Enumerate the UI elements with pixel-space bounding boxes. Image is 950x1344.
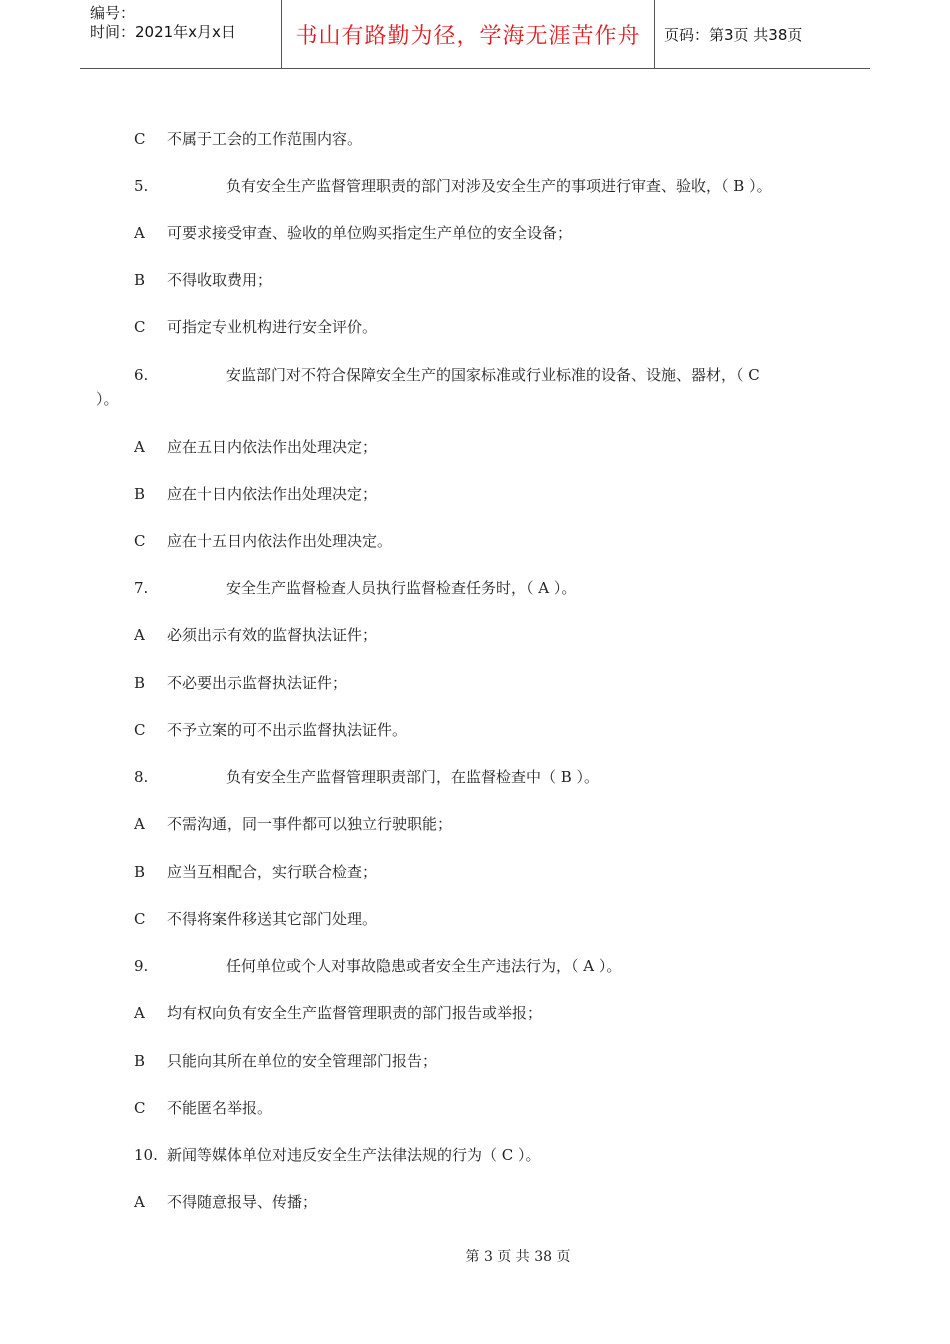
option-text: 可要求接受审查、验收的单位购买指定生产单位的安全设备； — [167, 224, 573, 242]
option-text: 不能匿名举报。 — [167, 1099, 273, 1117]
option-label: C — [134, 721, 146, 739]
option-label: B — [134, 1052, 146, 1070]
list-item — [134, 269, 272, 291]
option-text: 应在十日内依法作出处理决定； — [167, 485, 378, 503]
header-motto: 书山有路勤为径，学海无涯苦作舟 — [295, 23, 641, 49]
option-label: C — [134, 910, 146, 928]
question-item — [134, 766, 599, 788]
question-text: ）。 — [96, 390, 119, 408]
option-text: 必须出示有效的监督执法证件； — [167, 626, 378, 644]
option-text: 不得随意报导、传播； — [167, 1193, 318, 1211]
option-text: 均有权向负有安全生产监督管理职责的部门报告或举报； — [167, 1004, 543, 1022]
option-text: 不得将案件移送其它部门处理。 — [167, 910, 378, 928]
question-number: 8. — [134, 768, 149, 786]
list-item — [134, 222, 572, 244]
document-date-label: 时间：2021年x月x日 — [90, 23, 236, 41]
question-item — [134, 955, 621, 977]
list-item — [134, 1097, 272, 1119]
option-label: B — [134, 863, 146, 881]
option-text: 不予立案的可不出示监督执法证件。 — [167, 721, 408, 739]
option-label: B — [134, 485, 146, 503]
option-label: A — [134, 815, 145, 833]
option-label: A — [134, 1004, 145, 1022]
option-label: C — [134, 1099, 146, 1117]
question-text: 负有安全生产监督管理职责的部门对涉及安全生产的事项进行审查、验收，（ B ）。 — [226, 177, 772, 195]
list-item — [134, 624, 377, 646]
question-text: 安监部门对不符合保障安全生产的国家标准或行业标准的设备、设施、器材，（ C — [226, 366, 760, 384]
header-divider — [654, 0, 655, 68]
option-label: C — [134, 130, 146, 148]
list-item — [134, 719, 407, 741]
option-text: 不必要出示监督执法证件； — [167, 674, 348, 692]
option-label: B — [134, 271, 146, 289]
header-page-info: 页码：第3页 共38页 — [664, 25, 803, 44]
option-label: A — [134, 626, 145, 644]
option-text: 不得收取费用； — [167, 271, 273, 289]
question-item — [134, 577, 576, 599]
page-footer: 第 3 页 共 38 页 — [465, 1249, 571, 1265]
list-item — [134, 436, 377, 458]
question-number: 10. — [134, 1146, 158, 1164]
option-text: 不需沟通，同一事件都可以独立行驶职能； — [167, 815, 453, 833]
list-item — [134, 908, 377, 930]
option-text: 应在五日内依法作出处理决定； — [167, 438, 378, 456]
list-item — [134, 483, 377, 505]
list-item — [134, 128, 362, 150]
question-text: 新闻等媒体单位对违反安全生产法律法规的行为（ C ）。 — [167, 1146, 541, 1164]
question-number: 9. — [134, 957, 149, 975]
option-label: C — [134, 318, 146, 336]
option-label: A — [134, 224, 145, 242]
question-continuation — [96, 388, 119, 410]
header-meta — [90, 4, 280, 42]
list-item — [134, 1191, 317, 1213]
list-item — [134, 813, 452, 835]
question-item — [134, 364, 760, 386]
list-item — [134, 316, 377, 338]
question-text: 负有安全生产监督管理职责部门，在监督检查中（ B ）。 — [226, 768, 600, 786]
option-text: 只能向其所在单位的安全管理部门报告； — [167, 1052, 438, 1070]
question-number: 7. — [134, 579, 149, 597]
document-number-label: 编号： — [90, 4, 136, 22]
page-header — [80, 0, 870, 69]
question-text: 任何单位或个人对事故隐患或者安全生产违法行为，（ A ）。 — [226, 957, 622, 975]
option-label: A — [134, 438, 145, 456]
list-item — [134, 530, 392, 552]
list-item — [134, 1050, 437, 1072]
option-text: 应在十五日内依法作出处理决定。 — [167, 532, 393, 550]
question-text: 安全生产监督检查人员执行监督检查任务时，（ A ）。 — [226, 579, 577, 597]
option-label: B — [134, 674, 146, 692]
list-item — [134, 861, 377, 883]
question-number: 5. — [134, 177, 149, 195]
question-number: 6. — [134, 366, 149, 384]
option-label: A — [134, 1193, 145, 1211]
question-item — [134, 1144, 541, 1166]
list-item — [134, 1002, 542, 1024]
option-label: C — [134, 532, 146, 550]
option-text: 可指定专业机构进行安全评价。 — [167, 318, 378, 336]
question-item — [134, 175, 772, 197]
option-text: 应当互相配合，实行联合检查； — [167, 863, 378, 881]
option-text: 不属于工会的工作范围内容。 — [167, 130, 363, 148]
list-item — [134, 672, 347, 694]
